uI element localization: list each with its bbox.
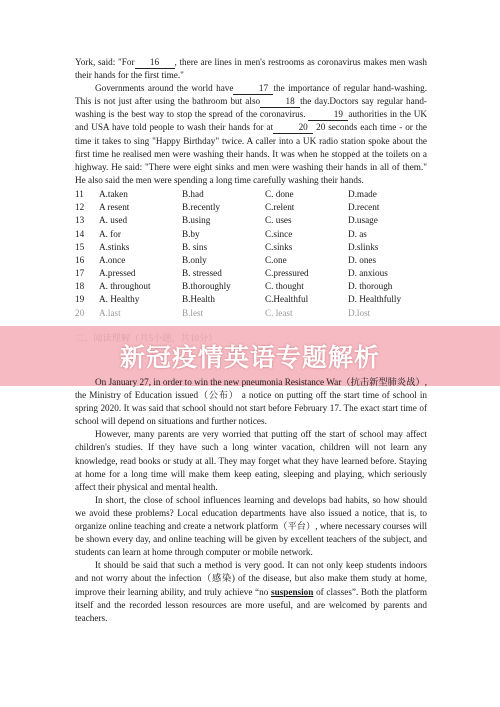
option-d: D. anxious <box>348 268 388 279</box>
option-d: D. Healthfully <box>348 294 402 305</box>
text-run: , there are lines in men's restrooms as coronavirus makes men wash their hands for the first time." <box>75 57 427 81</box>
option-number: 11 <box>75 188 84 199</box>
option-number: 19 <box>75 294 85 305</box>
option-row <box>75 254 427 267</box>
reading-paragraph-2: However, many parents are very worried that putting off the start of school may affect children's studies. If they have such a long winter vacation, children will not learn any knowledge, read books or study at all. They may forget what they have learned before. Staying at home for a long time will make them keep eating, sleeping and playing, which seriously affect their physical and mental health. <box>75 429 427 492</box>
option-b: B.using <box>182 215 211 226</box>
option-row <box>75 280 427 293</box>
option-a: A.stinks <box>99 241 130 252</box>
option-c: C. thought <box>265 281 304 292</box>
text-run: York, said: "For <box>75 57 135 67</box>
option-number: 17 <box>75 268 85 279</box>
option-c: C.since <box>265 228 293 239</box>
text-run: Governments around the world have <box>95 83 234 94</box>
option-row <box>75 241 427 254</box>
option-row <box>75 267 427 280</box>
option-d: D.slinks <box>348 241 379 252</box>
option-d: D.made <box>348 188 377 199</box>
text-run: 20 seconds each time - or the time it takes to sing "Happy Birthday" twice. A caller into a UK radio station spoke about the first time he realised men were washing their hands. It was when he stopped at the toilets on a highway. He said: "There were eight sinks and men were washing their hands in all of them." He also said the men were spending a long time carefully washing their hands. <box>75 122 428 185</box>
option-b: B.thoroughly <box>182 281 231 292</box>
option-d: D. ones <box>348 254 377 265</box>
option-number: 16 <box>75 254 85 265</box>
option-a: A.taken <box>99 188 128 199</box>
option-row <box>75 214 427 227</box>
option-d: D. thorough <box>348 281 393 292</box>
blank-17: 17 <box>233 83 273 95</box>
option-d: D.usage <box>348 215 378 226</box>
option-a: A.once <box>99 254 126 265</box>
option-b: B.Health <box>182 294 215 305</box>
blank-16: 16 <box>135 57 175 69</box>
passage-paragraph-2 <box>75 82 427 187</box>
text-run: It should be said that such a method is very good. It can not only keep students indoors and not worry about the infection（感染) of the disease, but also make them study at home, improve their learning ability, and truly achieve “no <box>75 560 427 597</box>
text-run: of classes”. Both the platform itself and the recorded lesson resources are more useful, and are welcomed by parents and teachers. <box>75 586 427 623</box>
option-b: B.lest <box>182 307 204 318</box>
option-a: A. used <box>99 215 128 226</box>
underlined-word: suspension <box>271 586 314 597</box>
option-c: C.Healthful <box>265 294 309 305</box>
option-b: B.by <box>182 228 200 239</box>
blank-19: 19 <box>308 109 348 121</box>
passage-paragraph-1 <box>75 56 427 82</box>
option-d: D.lost <box>348 307 371 318</box>
blank-20: 20 <box>273 122 313 134</box>
option-c: C. done <box>265 188 294 199</box>
option-number: 12 <box>75 202 85 213</box>
option-b: B. stressed <box>182 268 222 279</box>
option-number: 13 <box>75 215 85 226</box>
option-row <box>75 188 427 201</box>
option-number: 20 <box>75 307 85 318</box>
option-c: C.one <box>265 254 287 265</box>
option-a: A.pressed <box>99 268 136 279</box>
option-row <box>75 228 427 241</box>
options-table <box>75 188 427 320</box>
option-number: 18 <box>75 281 85 292</box>
option-number: 14 <box>75 228 85 239</box>
option-row <box>75 307 427 320</box>
text-run: the day.Doctors say regular hand-washing is the best way to stop the spread of the coronavirus. <box>75 96 427 120</box>
option-row <box>75 293 427 306</box>
text-run: authorities in the UK and USA have told people to wash their hands for at <box>75 109 428 133</box>
blank-18: 18 <box>260 96 300 108</box>
reading-passage <box>75 376 427 625</box>
banner-title: 新冠疫情英语专题解析 <box>119 343 380 372</box>
cloze-passage <box>75 56 427 320</box>
option-d: D. as <box>348 228 367 239</box>
option-d: D.recent <box>348 202 380 213</box>
option-a: A. Healthy <box>99 294 140 305</box>
option-a: A resent <box>99 202 130 213</box>
option-b: B.recently <box>182 202 221 213</box>
option-a: A.last <box>99 307 121 318</box>
option-b: B.only <box>182 254 207 265</box>
option-c: C.sinks <box>265 241 293 252</box>
option-number: 15 <box>75 241 85 252</box>
option-a: A. for <box>99 228 121 239</box>
option-b: B. sins <box>182 241 208 252</box>
option-c: C.pressured <box>265 268 309 279</box>
reading-paragraph-3: In short, the close of school influences learning and develops bad habits, so how should we avoid these problems? Local education departments have also issued a notice, that is, to organize online teaching and create a network platform（平台）, where necessary courses will be shown every day, and online teaching will be given by excellent teachers of the subject, and students can learn at home through computer or mobile network. <box>75 494 427 558</box>
option-c: C. uses <box>265 215 292 226</box>
option-c: C.relent <box>265 202 295 213</box>
option-c: C. least <box>265 307 293 318</box>
option-a: A. throughout <box>99 281 151 292</box>
text-run: the importance of regular hand-washing. This is not just after using the bathroom but also <box>75 83 428 107</box>
option-b: B.had <box>182 188 204 199</box>
option-row <box>75 201 427 214</box>
reading-paragraph-1: On January 27, in order to win the new pneumonia Resistance War（抗击新型肺炎战）, the Ministry of Education issued（公布） a notice on putting off the start time of school in spring 2020. It was said that school should not start before February 17. The exact start time of school will depend on situations and further notices. <box>75 377 427 427</box>
reading-paragraph-4 <box>75 559 427 624</box>
